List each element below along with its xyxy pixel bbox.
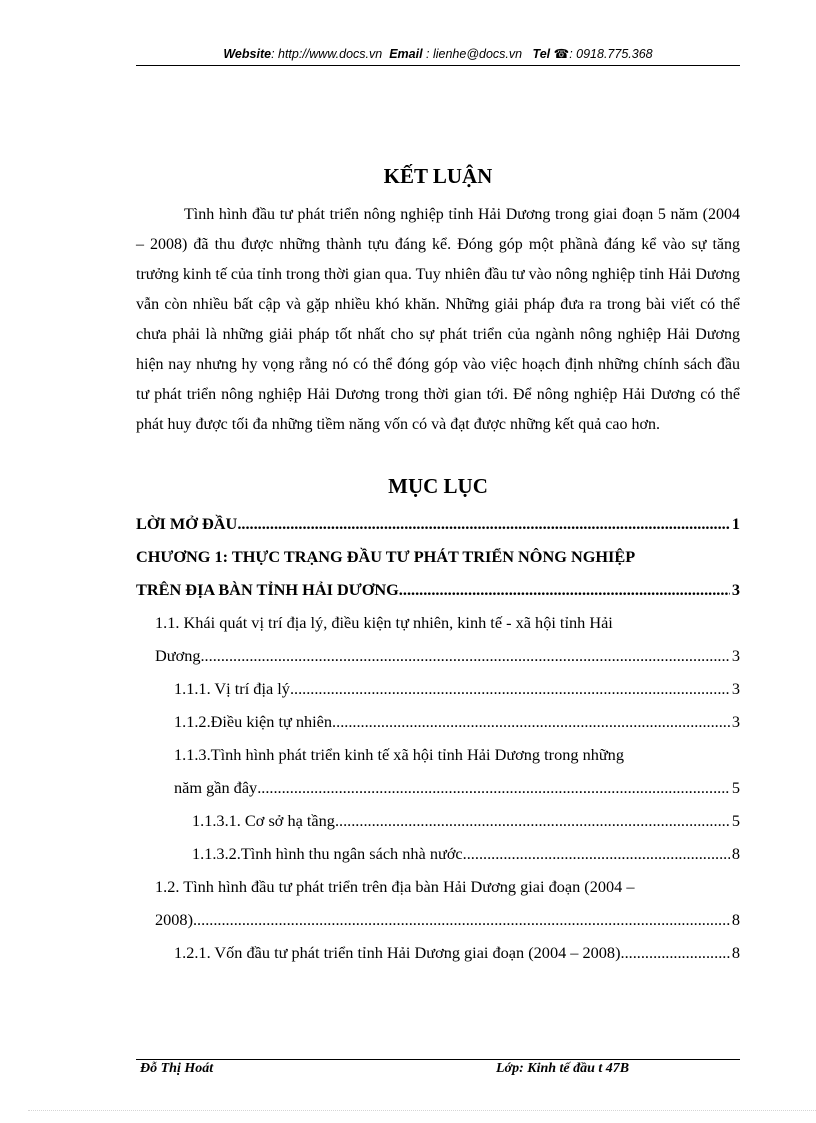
phone-icon: ☎: [553, 47, 570, 61]
toc-entry[interactable]: 1.1.3.1. Cơ sở hạ tầng ..... 5: [136, 804, 740, 837]
toc-entry[interactable]: 1.1.1. Vị trí địa lý ..... 3: [136, 672, 740, 705]
toc-page-number: 3: [731, 679, 740, 698]
toc-title: MỤC LỤC: [388, 474, 488, 498]
page-edge-divider: [28, 1110, 816, 1111]
toc-page-number: 3: [731, 580, 740, 599]
toc-page-number: 3: [731, 646, 740, 665]
footer-author: Đỗ Thị Hoát: [140, 1061, 214, 1076]
toc-page-number: 5: [731, 811, 740, 830]
toc-page-number: 1: [731, 514, 740, 533]
toc-entry[interactable]: 1.1. Khái quát vị trí địa lý, điều kiện tự nhiên, kinh tế - xã hội tỉnh Hải Dương ..... 3: [136, 606, 740, 672]
email-value[interactable]: : lienhe@docs.vn: [426, 47, 523, 61]
toc-page-number: 5: [731, 778, 740, 797]
tel-label: Tel: [532, 47, 551, 61]
page-header: [136, 46, 740, 61]
website-label: Website: [223, 47, 272, 61]
header-divider: [136, 65, 740, 66]
toc-entry[interactable]: LỜI MỞ ĐẦU ..... 1: [136, 507, 740, 540]
tel-value: : 0918.775.368: [569, 47, 653, 61]
toc-page-number: 8: [731, 910, 740, 929]
footer-class: Lớp: Kinh tế đầu t 47B: [496, 1061, 630, 1076]
toc-entry[interactable]: 1.2.1. Vốn đầu tư phát triển tỉnh Hải Dương giai đoạn (2004 – 2008) ..... 8: [136, 936, 740, 969]
conclusion-paragraph: Tình hình đầu tư phát triển nông nghiệp tỉnh Hải Dương trong giai đoạn 5 năm (2004 – 2008) đã thu được những thành tựu đáng kể. Đóng góp một phầnà đáng kể vào sự tăng trưởng kinh tế của tỉnh trong thời gian qua. Tuy nhiên đầu tư vào nông nghiệp tỉnh Hải Dương vẫn còn nhiều bất cập và gặp nhiều khó khăn. Những giải pháp đưa ra trong bài viết có thể chưa phải là những giải pháp tốt nhất cho sự phát triển của ngành nông nghiệp Hải Dương hiện nay nhưng hy vọng rằng nó có thể đóng góp vào việc hoạch định những chính sách đầu tư phát triển nông nghiệp Hải Dương trong thời gian tới. Để nông nghiệp Hải Dương có thể phát huy được tối đa những tiềm năng vốn có và đạt được những kết quả cao hơn.: [136, 206, 740, 433]
toc-entry[interactable]: 1.2. Tình hình đầu tư phát triển trên địa bàn Hải Dương giai đoạn (2004 – 2008) ..... 8: [136, 870, 740, 936]
email-label: Email: [389, 47, 423, 61]
toc-entry[interactable]: 1.1.3.2.Tình hình thu ngân sách nhà nước ..... 8: [136, 837, 740, 870]
toc-page-number: 8: [731, 844, 740, 863]
conclusion-title: KẾT LUẬN: [383, 164, 493, 188]
toc-entry[interactable]: 1.1.3.Tình hình phát triển kinh tế xã hội tỉnh Hải Dương trong những năm gần đây ..... 5: [136, 738, 740, 804]
footer-divider: [136, 1059, 740, 1060]
toc-entry[interactable]: CHƯƠNG 1: THỰC TRẠNG ĐẦU TƯ PHÁT TRIỂN NÔNG NGHIỆP TRÊN ĐỊA BÀN TỈNH HẢI DƯƠNG ..... 3: [136, 540, 740, 606]
toc-page-number: 3: [731, 712, 740, 731]
toc-entry[interactable]: 1.1.2.Điều kiện tự nhiên ..... 3: [136, 705, 740, 738]
toc-page-number: 8: [731, 943, 740, 962]
website-value[interactable]: : http://www.docs.vn: [271, 47, 383, 61]
table-of-contents: [136, 507, 740, 969]
